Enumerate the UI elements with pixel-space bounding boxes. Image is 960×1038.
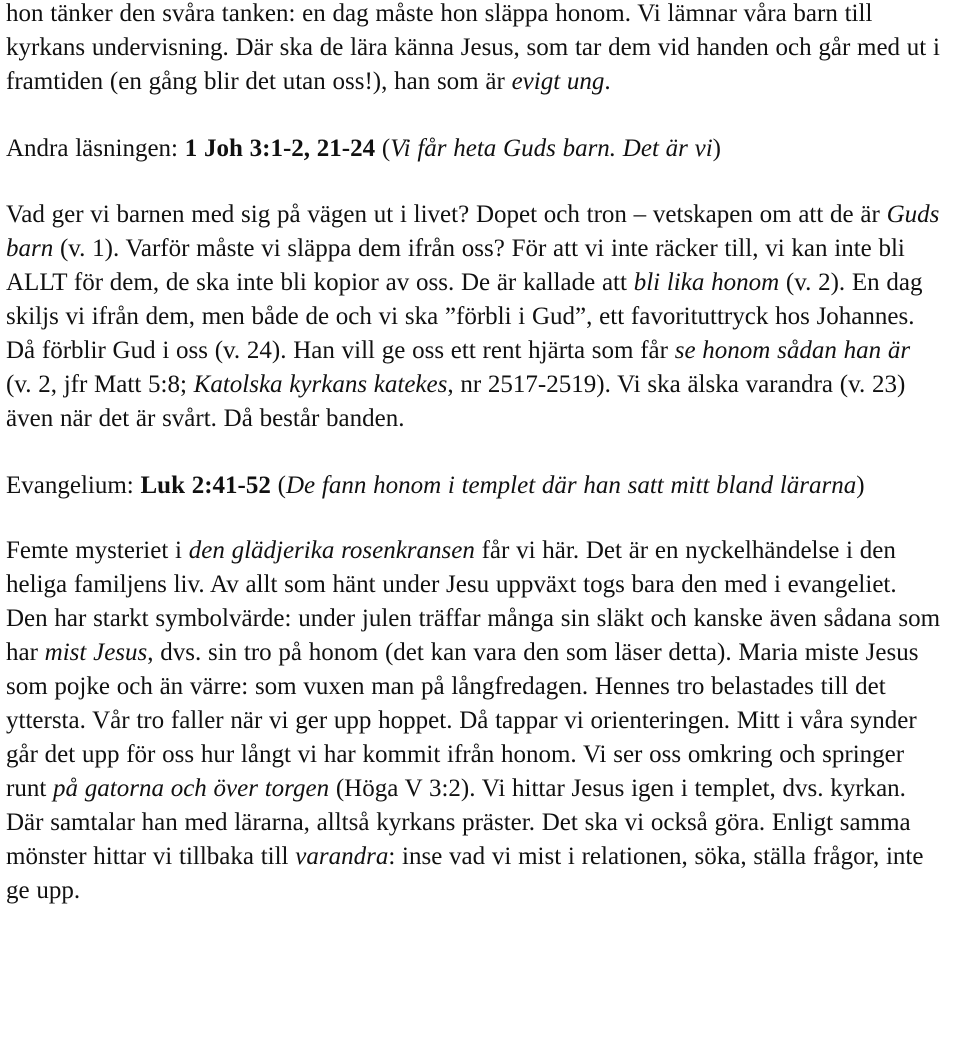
italic-text: på gatorna och över torgen (53, 775, 330, 802)
italic-text: Katolska kyrkans katekes (193, 371, 448, 398)
text-run: Evangelium: (6, 472, 141, 499)
italic-text: varandra (295, 843, 389, 870)
text-run: får vi här. Det är en nyckelhändelse i den heliga familjens liv. Av allt som hänt under Jesu uppväxt togs bara den med i evangeliet. Den har starkt symbolvärde: under julen träffar många sin släkt och kanske även sådana som har (6, 537, 941, 666)
text-run: (Höga V 3:2). Vi hittar Jesus igen i templet, dvs. kyrkan. Där samtalar han med lärarna, alltså kyrkans präster. Det ska vi också göra. Enligt samma mönster hittar vi tillbaka till (6, 775, 911, 870)
text-run: Femte mysteriet i (6, 537, 189, 564)
text-run: : inse vad vi mist i relationen, söka, ställa frågor, inte ge upp. (6, 843, 924, 904)
text-run: . (604, 68, 611, 95)
text-run: ( (375, 135, 391, 162)
bold-reference: Luk 2:41-52 (140, 472, 271, 499)
text-run: , nr 2517-2519). Vi ska älska varandra (v. 23) även när det är svårt. Då består banden. (6, 371, 906, 432)
text-run: hon tänker den svåra tanken: en dag måste hon släppa honom. Vi lämnar våra barn till kyrkans undervisning. Där ska de lära känna Jesus, som tar dem vid handen och går med ut i framtiden (en gång blir det utan oss!), han som är (6, 0, 940, 95)
text-run: (v. 1). Varför måste vi släppa dem ifrån oss? För att vi inte räcker till, vi kan inte bli ALLT för dem, de ska inte bli kopior av oss. De är kallade att (6, 235, 905, 296)
second-reading-heading (6, 132, 942, 166)
text-run: (v. 2, jfr Matt 5:8; (6, 371, 194, 398)
bold-reference: 1 Joh 3:1-2, 21-24 (184, 135, 376, 162)
italic-text: bli lika honom (633, 269, 780, 296)
text-run: (v. 2). En dag skiljs vi ifrån dem, men både de och vi ska ”förbli i Gud”, ett favorituttryck hos Johannes. Då förblir Gud i oss (v. 24). Han vill ge oss ett rent hjärta som får (6, 269, 923, 364)
text-run: ) (712, 135, 721, 162)
gospel-paragraph (6, 534, 942, 908)
italic-text: De fann honom i templet där han satt mitt bland lärarna (285, 472, 857, 499)
second-reading-paragraph (6, 198, 942, 436)
italic-text: den glädjerika rosenkransen (188, 537, 475, 564)
italic-text: Guds barn (6, 201, 940, 262)
text-run: , dvs. sin tro på honom (det kan vara den som läser detta). Maria miste Jesus som pojke och än värre: som vuxen man på långfredagen. Hennes tro belastades till det yttersta. Vår tro faller när vi ger upp hoppet. Då tappar vi orienteringen. Mitt i våra synder går det upp för oss hur långt vi har kommit ifrån honom. Vi ser oss omkring och springer runt (6, 639, 919, 802)
text-run: ) (856, 472, 865, 499)
gospel-heading (6, 469, 942, 503)
text-run: Vad ger vi barnen med sig på vägen ut i livet? Dopet och tron – vetskapen om att de är (6, 201, 887, 228)
italic-text: Vi får heta Guds barn. Det är vi (390, 135, 713, 162)
text-run: ( (270, 472, 286, 499)
italic-text: mist Jesus (44, 639, 148, 666)
text-run: Andra läsningen: (6, 135, 185, 162)
italic-text: se honom sådan han är (674, 337, 911, 364)
intro-paragraph (6, 0, 942, 99)
italic-text: evigt ung (511, 68, 605, 95)
